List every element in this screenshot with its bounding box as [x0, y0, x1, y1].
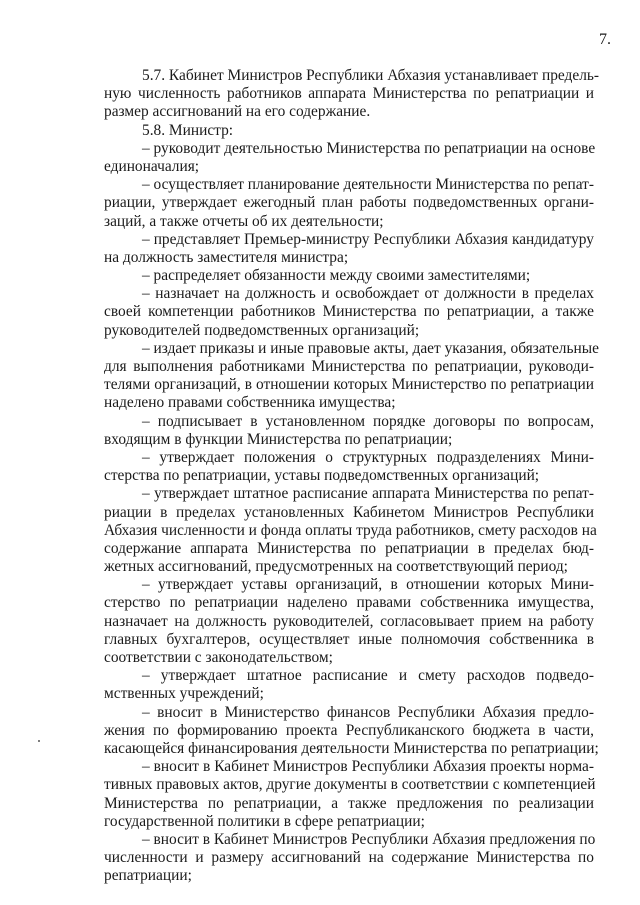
text-line: – издает приказы и иные правовые акты, дает указания, обязательные: [142, 339, 599, 357]
text-line: – распределяет обязанности между своими заместителями;: [142, 267, 531, 285]
text-line: 5.7. Кабинет Министров Республики Абхазия устанавливает предель-: [142, 67, 600, 84]
text-line: наделено правами собственника имущества;: [104, 394, 396, 412]
text-line: стерство по репатриации наделено правами собственника имущества,: [104, 594, 594, 612]
paragraph: [104, 231, 594, 267]
text-line: – руководит деятельностью Министерства по репатриации на основе: [142, 139, 596, 157]
text-line: – утверждает положения о структурных подразделениях Мини-: [142, 448, 594, 466]
text-line: репатриации;: [104, 867, 192, 885]
text-line: численности и размеру ассигнований на содержание Министерства по: [104, 849, 594, 867]
paragraph: [104, 485, 597, 576]
paragraph: [104, 831, 594, 886]
page-number: 7.: [599, 31, 611, 48]
text-line: – вносит в Министерство финансов Республики Абхазия предло-: [142, 703, 594, 721]
text-line: – утверждает штатное расписание и смету расходов подведо-: [142, 667, 594, 685]
paragraph: [104, 576, 594, 667]
paragraph: [104, 122, 594, 140]
text-line: – вносит в Кабинет Министров Республики Абхазия проекты норма-: [142, 758, 594, 776]
paragraph: [104, 285, 594, 340]
text-line: жения по формированию проекта Республиканского бюджета в части,: [104, 721, 594, 739]
text-line: для выполнения работниками Министерства по репатриации, руководи-: [104, 358, 594, 375]
text-line: входящим в функции Министерства по репатриации;: [104, 430, 453, 448]
paragraph: [104, 413, 594, 449]
text-line: тивных правовых актов, другие документы в соответствии с компетенцией: [104, 776, 596, 794]
text-line: касающейся финансирования деятельности Министерства по репатриации;: [104, 739, 599, 757]
document-body: [104, 67, 600, 885]
paragraph: [104, 67, 600, 122]
scan-speck: [38, 740, 40, 742]
text-line: риации в пределах установленных Кабинетом Министров Республики: [104, 503, 594, 521]
text-line: заций, а также отчеты об их деятельности;: [104, 212, 384, 230]
text-line: жетных ассигнований, предусмотренных на соответствующий период;: [104, 558, 568, 576]
paragraph: [104, 667, 594, 703]
text-line: – вносит в Кабинет Министров Республики Абхазия предложения по: [142, 830, 596, 848]
text-line: на должность заместителя министра;: [104, 248, 349, 266]
paragraph: [104, 140, 594, 176]
paragraph: [104, 339, 599, 413]
text-line: – представляет Премьер-министру Республики Абхазия кандидатуру: [142, 230, 594, 248]
text-line: назначает на должность руководителей, согласовывает прием на работу: [104, 612, 594, 630]
text-line: содержание аппарата Министерства по репатриации в пределах бюд-: [104, 539, 594, 557]
text-line: руководителей подведомственных организаций;: [104, 321, 420, 339]
text-line: 5.8. Министр:: [142, 121, 234, 139]
text-line: стерства по репатриации, уставы подведомственных организаций;: [104, 467, 540, 485]
text-line: риации, утверждает ежегодный план работы подведомственных органи-: [104, 194, 594, 212]
text-line: мственных учреждений;: [104, 685, 264, 703]
text-line: единоначалия;: [104, 157, 200, 175]
text-line: – назначает на должность и освобождает от должности в пределах: [142, 285, 594, 303]
text-line: государственной политики в сфере репатриации;: [104, 812, 425, 830]
text-line: своей компетенции работников Министерства по репатриации, а также: [104, 303, 594, 321]
text-line: Абхазия численности и фонда оплаты труда работников, смету расходов на: [104, 521, 597, 539]
text-line: – утверждает уставы организаций, в отношении которых Мини-: [142, 576, 594, 594]
text-line: – утверждает штатное расписание аппарата Министерства по репат-: [142, 485, 594, 503]
paragraph: [104, 703, 599, 759]
paragraph: [104, 176, 594, 231]
paragraph: [104, 267, 594, 285]
text-line: – осуществляет планирование деятельности Министерства по репат-: [142, 176, 595, 194]
text-line: ную численность работников аппарата Министерства по репатриации и: [104, 85, 594, 103]
text-line: соответствии с законодательством;: [104, 649, 333, 666]
text-line: размер ассигнований на его содержание.: [104, 103, 371, 121]
text-line: телями организаций, в отношении которых Министерство по репатриации: [104, 376, 594, 394]
paragraph: [104, 758, 594, 831]
paragraph: [104, 449, 594, 485]
text-line: – подписывает в установленном порядке договоры по вопросам,: [142, 412, 594, 430]
text-line: Министерства по репатриации, а также предложения по реализации: [104, 794, 594, 812]
text-line: главных бухгалтеров, осуществляет иные полномочия собственника в: [104, 630, 594, 648]
